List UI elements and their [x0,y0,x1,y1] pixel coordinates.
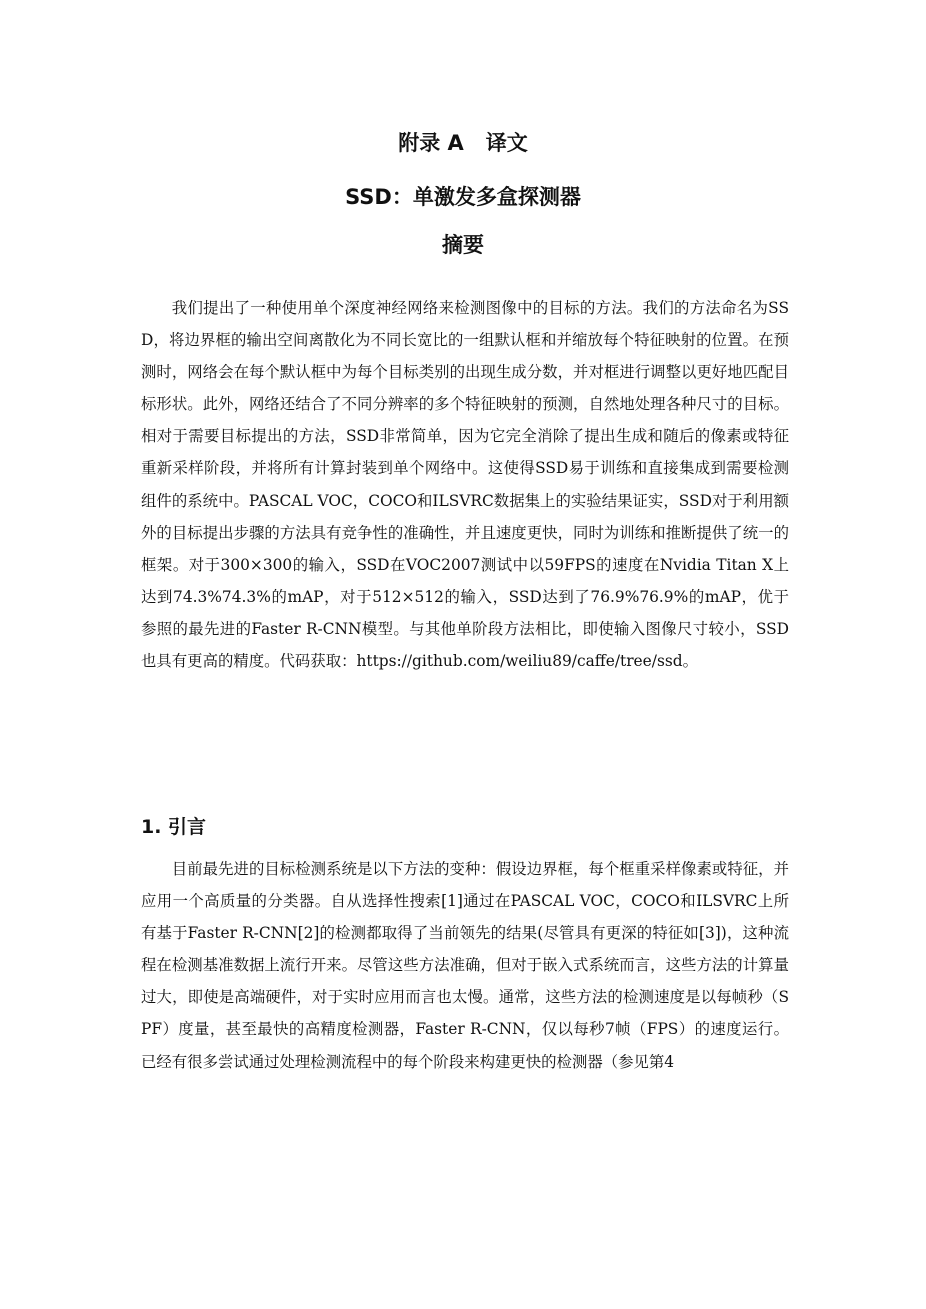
abstract-heading: 摘要 [442,233,484,257]
introduction-paragraph: 目前最先进的目标检测系统是以下方法的变种：假设边界框，每个框重采样像素或特征，并应用一个高质量的分类器。自从选择性搜索[1]通过在PASCAL VOC，COCO和ILSVRC上所有基于Faster R-CNN[2]的检测都取得了当前领先的结果(尽管具有更深的特征如[3])，这种流程在检测基准数据上流行开来。尽管这些方法准确，但对于嵌入式系统而言，这些方法的计算量过大，即使是高端硬件，对于实时应用而言也太慢。通常，这些方法的检测速度是以每帧秒（SPF）度量，甚至最快的高精度检测器，Faster R-CNN，仅以每秒7帧（FPS）的速度运行。已经有很多尝试通过处理检测流程中的每个阶段来构建更快的检测器（参见第4 [141,860,789,1071]
abstract-paragraph: 我们提出了一种使用单个深度神经网络来检测图像中的目标的方法。我们的方法命名为SSD，将边界框的输出空间离散化为不同长宽比的一组默认框和并缩放每个特征映射的位置。在预测时，网络会在每个默认框中为每个目标类别的出现生成分数，并对框进行调整以更好地匹配目标形状。此外，网络还结合了不同分辨率的多个特征映射的预测，自然地处理各种尺寸的目标。相对于需要目标提出的方法，SSD非常简单，因为它完全消除了提出生成和随后的像素或特征重新采样阶段，并将所有计算封装到单个网络中。这使得SSD易于训练和直接集成到需要检测组件的系统中。PASCAL VOC，COCO和ILSVRC数据集上的实验结果证实，SSD对于利用额外的目标提出步骤的方法具有竞争性的准确性，并且速度更快，同时为训练和推断提供了统一的框架。对于300×300的输入，SSD在VOC2007测试中以59FPS的速度在Nvidia Titan X上达到74.3%74.3%的mAP，对于512×512的输入，SSD达到了76.9%76.9%的mAP，优于参照的最先进的Faster R-CNN模型。与其他单阶段方法相比，即使输入图像尺寸较小，SSD也具有更高的精度。代码获取：https://github.com/weiliu89/caffe/tree/ssd。 [141,299,789,671]
section-heading-introduction: 1. 引言 [141,816,207,838]
paper-title: SSD：单激发多盒探测器 [345,185,581,209]
appendix-title: 附录 A 译文 [398,131,528,155]
